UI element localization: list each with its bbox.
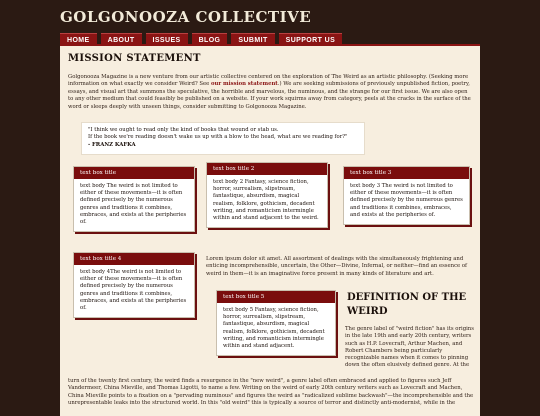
text-box-5-body: text body 5 Fantasy, science fiction, horror, surrealism, slipstream, fantastique, absurdism, magical realism, folklore, gothicism, decadent writing, and romanticism intermingle within and stand adjacent.	[223, 307, 325, 350]
intro-text-a: Golgonooza Magazine is a new venture from our artistic collective centered on the exploration of The Weird as an artistic philosophy. (Seeking more information on what exactly we consider Weird? See	[68, 74, 469, 88]
definition-continuation: turn of the twenty first century, the weird finds a resurgence in the "new weird", a genre label often embraced and applied to figures such Jeff Vandermeer, China Mieville, and Thomas Ligotti, to name a few. Writing on the weird of early 20th century writers such as Lovecraft and Machen, China Mieville points to a fixation on a "pervading numinous" and figures the weird as "radicalized sublime backwash"—the incomprehensible and the unrepresentable leaks into the structured world. In this "old weird" this is typically a source of terror and distinctly anti-modernist, while in the	[68, 378, 474, 406]
text-box-4	[73, 252, 195, 318]
quote-line-1: "I think we ought to read only the kind of books that wound or stab us.	[88, 127, 279, 133]
quote-author: - FRANZ KAFKA	[88, 142, 136, 149]
text-box-2	[206, 162, 328, 228]
nav-issues[interactable]: ISSUES	[146, 33, 188, 46]
nav-submit[interactable]: SUBMIT	[231, 33, 274, 46]
site-title: GOLGONOOZA COLLECTIVE	[60, 8, 312, 26]
nav-home[interactable]: HOME	[60, 33, 97, 46]
text-box-1-body: text body The weird is not limited to either of these movements—it is often defined precisely by the numerous genres and traditions it combines, embraces, and exists at the peripheries of.	[80, 183, 187, 226]
quote-line-2: If the book we're reading doesn't wake us up with a blow to the head, what are we reading for?"	[88, 134, 348, 141]
mission-statement-link[interactable]: our mission statement	[210, 81, 278, 88]
content-panel	[60, 44, 480, 416]
text-box-4-title: text box title 4	[74, 253, 194, 265]
text-box-2-body: text body 2 Fantasy, science fiction, horror, surrealism, slipstream, fantastique, absurdism, magical realism, folklore, gothicism, decadent writing, and romanticism intermingle within and stand adjacent to the weird.	[213, 179, 319, 222]
lorem-paragraph: Lorem ipsum dolor sit amet. All assortment of dealings with the simultaneously frightening and enticing incomprehensible, uncertain, the Other—Divine, Infernal, or neither—find an essence of weird in them—it is an imaginative force present in many kinds of literature and art.	[206, 256, 468, 277]
text-box-5-title: text box title 5	[217, 291, 335, 303]
nav-blog[interactable]: BLOG	[192, 33, 228, 46]
mission-heading: MISSION STATEMENT	[68, 53, 201, 64]
text-box-2-title: text box title 2	[207, 163, 327, 175]
text-box-3	[343, 166, 470, 225]
text-box-1	[73, 166, 195, 232]
text-box-5	[216, 290, 336, 356]
text-box-3-body: text body 3 The weird is not limited to either of these movements—it is often defined precisely by the numerous genres and traditions it combines, embraces, and exists at the peripheries of.	[350, 183, 463, 218]
nav-about[interactable]: ABOUT	[101, 33, 142, 46]
definition-heading: DEFINITION OF THE WEIRD	[347, 292, 467, 317]
text-box-1-title: text box title	[74, 167, 194, 179]
kafka-quote	[82, 123, 364, 154]
mission-intro	[68, 74, 472, 111]
intro-text-b: .) We are seeking submissions of previously unpublished fiction, poetry, essays, and visual art that summons the speculative, the horrible and marvelous, the numinous, and the strange for our first issue. We are also open to any other medium that could feasibly be published on a website. If your work squirms away from category, peels at the cracks in the surface of the word or sleeps deeply with unseen things, consider submitting to Golgonooza Magazine.	[68, 81, 471, 110]
text-box-4-body: text body 4The weird is not limited to either of these movements—it is often defined precisely by the numerous genres and traditions it combines, embraces, and exists at the peripheries of.	[80, 269, 187, 312]
text-box-3-title: text box title 3	[344, 167, 469, 179]
nav-support-us[interactable]: SUPPORT US	[279, 33, 343, 46]
definition-body: The genre label of "weird fiction" has its origins in the late 19th and early 20th century, writers such as H.P. Lovecraft, Arthur Machen, and Robert Chambers being particularly recognizable names when it comes to pinning down the often elusively defined genre. At the	[345, 326, 474, 369]
